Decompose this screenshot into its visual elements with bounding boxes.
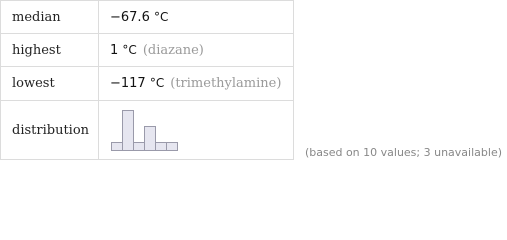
- histogram-bar: [167, 143, 178, 151]
- row-label: highest: [1, 34, 99, 67]
- value-unit: °C: [149, 76, 165, 90]
- row-value-cell: [99, 34, 294, 67]
- histogram-cell: [99, 101, 294, 160]
- data-footnote: (based on 10 values; 3 unavailable): [304, 146, 502, 159]
- histogram-bar: [112, 143, 123, 151]
- distribution-row: [1, 101, 294, 160]
- value-number: −67.6: [110, 9, 150, 25]
- value-number: −117: [110, 76, 146, 91]
- compound-note: (trimethylamine): [170, 76, 282, 91]
- median-row: [1, 1, 294, 34]
- histogram-bar: [123, 111, 134, 151]
- histogram-bar: [134, 143, 145, 151]
- histogram-bar: [156, 143, 167, 151]
- value-unit: °C: [122, 42, 137, 57]
- histogram-bar: [145, 127, 156, 151]
- row-value-cell: [99, 1, 294, 34]
- row-label: lowest: [1, 67, 99, 101]
- value-unit: °C: [153, 9, 169, 24]
- lowest-row: [1, 67, 294, 101]
- row-value-cell: [99, 67, 294, 101]
- value-number: 1: [110, 42, 119, 58]
- row-label: median: [1, 1, 99, 34]
- row-label: distribution: [1, 101, 99, 160]
- distribution-histogram: [110, 107, 180, 153]
- property-table: [0, 0, 294, 160]
- highest-row: [1, 34, 294, 67]
- compound-note: (diazane): [142, 42, 204, 58]
